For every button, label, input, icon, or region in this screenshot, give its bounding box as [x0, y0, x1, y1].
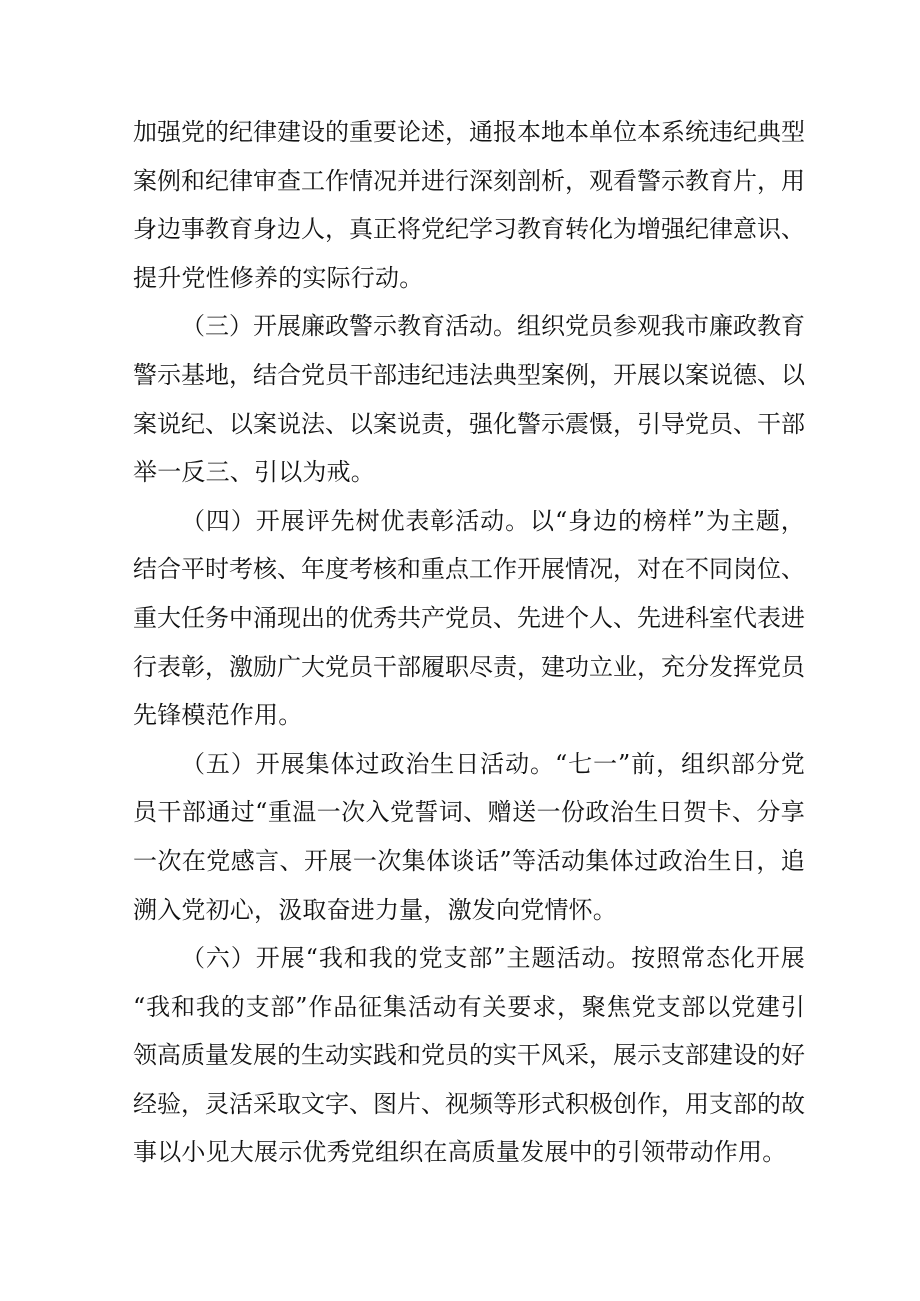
text-line: 经验，灵活采取文字、图片、视频等形式积极创作，用支部的故: [133, 1089, 805, 1118]
text-line: 案例和纪律审查工作情况并进行深刻剖析，观看警示教育片，用: [133, 166, 805, 195]
text-line: 结合平时考核、年度考核和重点工作开展情况，对在不同岗位、: [133, 555, 805, 584]
text-line: 员干部通过“重温一次入党誓词、赠送一份政治生日贺卡、分享: [133, 798, 805, 827]
text-line: （六）开展“我和我的党支部”主题活动。按照常态化开展: [181, 944, 805, 973]
text-line: （五）开展集体过政治生日活动。“七一”前，组织部分党: [181, 749, 805, 778]
text-line: 行表彰，激励广大党员干部履职尽责，建功立业，充分发挥党员: [133, 652, 805, 681]
text-line: 加强党的纪律建设的重要论述，通报本地本单位本系统违纪典型: [133, 118, 805, 146]
paragraph-item-4-commendation: [133, 497, 805, 740]
paragraph-discipline-study: [133, 108, 805, 302]
text-line: 案说纪、以案说法、以案说责，强化警示震慑，引导党员、干部: [133, 409, 805, 438]
text-line: 溯入党初心，汲取奋进力量，激发向党情怀。: [133, 895, 617, 924]
paragraph-item-3-warning-education: [133, 302, 805, 496]
text-line: 提升党性修养的实际行动。: [133, 263, 424, 292]
document-body: [133, 108, 805, 1177]
text-line: 一次在党感言、开展一次集体谈话”等活动集体过政治生日，追: [133, 846, 805, 875]
text-line: 举一反三、引以为戒。: [133, 458, 375, 487]
paragraph-item-5-political-birthday: [133, 740, 805, 934]
text-line: 事以小见大展示优秀党组织在高质量发展中的引领带动作用。: [133, 1138, 787, 1167]
paragraph-item-6-party-branch-theme: [133, 934, 805, 1177]
text-line: （四）开展评先树优表彰活动。以“身边的榜样”为主题，: [181, 506, 805, 535]
text-line: 领高质量发展的生动实践和党员的实干风采，展示支部建设的好: [133, 1041, 805, 1070]
text-line: 身边事教育身边人，真正将党纪学习教育转化为增强纪律意识、: [133, 215, 805, 244]
text-line: 警示基地，结合党员干部违纪违法典型案例，开展以案说德、以: [133, 360, 805, 389]
text-line: （三）开展廉政警示教育活动。组织党员参观我市廉政教育: [181, 312, 805, 341]
text-line: “我和我的支部”作品征集活动有关要求，聚焦党支部以党建引: [133, 992, 805, 1021]
text-line: 重大任务中涌现出的优秀共产党员、先进个人、先进科室代表进: [133, 603, 805, 632]
text-line: 先锋模范作用。: [133, 701, 303, 730]
